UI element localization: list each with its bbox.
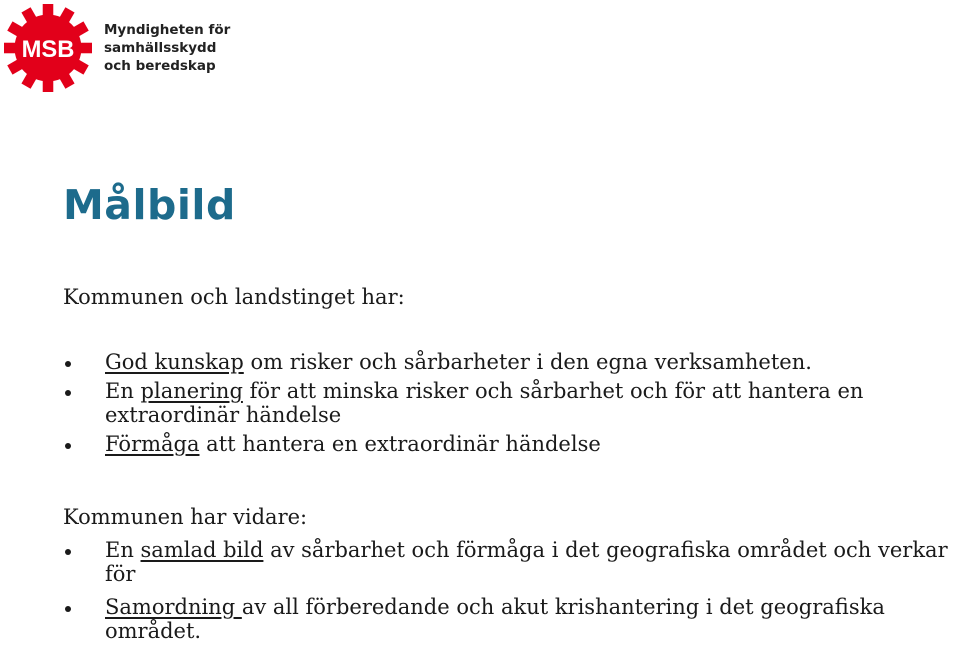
link-god-kunskap[interactable]: God kunskap	[105, 350, 244, 374]
list-item: Samordning av all förberedande och akut krishantering i det geografiska området.	[63, 595, 958, 643]
msb-logo	[4, 4, 92, 92]
list-item: En planering för att minska risker och sårbarhet och för att hantera en extraordinär händelse	[63, 379, 958, 427]
agency-line-2: samhällsskydd	[104, 40, 217, 56]
list-item: Förmåga att hantera en extraordinär händelse	[63, 432, 958, 456]
logo-text: MSB	[21, 35, 75, 63]
agency-line-3: och beredskap	[104, 58, 216, 74]
list-item: En samlad bild av sårbarhet och förmåga i det geografiska området och verkar för	[63, 538, 958, 586]
list-capabilities	[63, 350, 958, 461]
intro2-text: Kommunen har vidare:	[63, 505, 308, 529]
list-item: God kunskap om risker och sårbarheter i den egna verksamheten.	[63, 350, 958, 374]
link-planering[interactable]: planering	[140, 379, 243, 403]
agency-line-1: Myndigheten för	[104, 22, 231, 38]
list-further	[63, 538, 958, 652]
intro-text: Kommunen och landstinget har:	[63, 285, 405, 309]
link-samordning[interactable]: Samordning	[105, 595, 242, 619]
link-formaga[interactable]: Förmåga	[105, 432, 200, 456]
page-title: Målbild	[63, 181, 236, 229]
link-samlad-bild[interactable]: samlad bild	[140, 538, 264, 562]
agency-name	[104, 21, 230, 75]
